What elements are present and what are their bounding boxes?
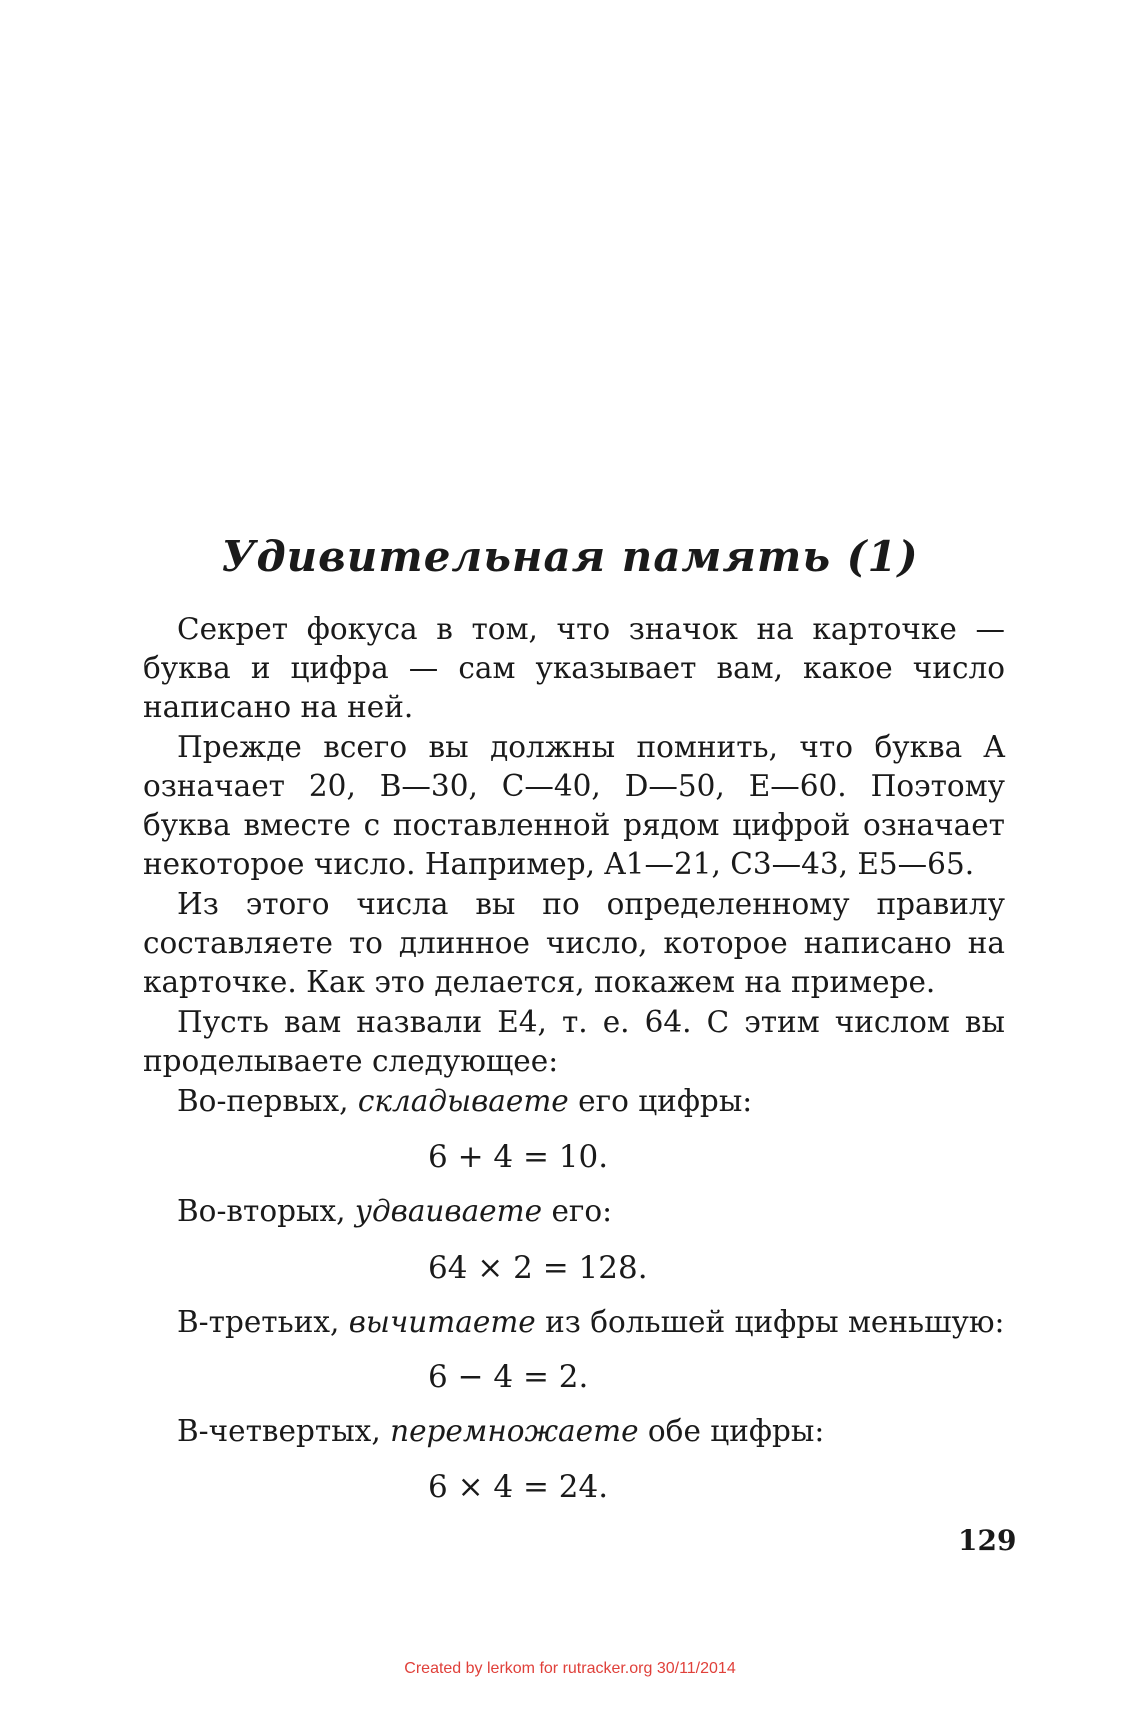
paragraph-secret: Секрет фокуса в том, что значок на карточке — буква и цифра — сам указывает вам, какое число написано на ней. [143, 612, 1005, 724]
step-third-emphasis: вычитаете [348, 1305, 536, 1339]
step-fourth-prefix: В-четвертых, [177, 1414, 391, 1448]
paragraph-letters: Прежде всего вы должны помнить, что буква A означает 20, B—30, C—40, D—50, E—60. Поэтому буква вместе с поставленной рядом цифрой означает некоторое число. Например, A1—21, C3—43, E5—65. [143, 730, 1005, 881]
step-fourth [143, 1412, 1005, 1451]
page-number: 129 [958, 1524, 1017, 1557]
step-fourth-emphasis: перемножаете [390, 1414, 639, 1448]
step-third [143, 1303, 1005, 1342]
step-first [143, 1082, 1005, 1121]
formula-fourth: 6 × 4 = 24. [428, 1469, 609, 1505]
paragraph-rule: Из этого числа вы по определенному правилу составляете то длинное число, которое написано на карточке. Как это делается, покажем на примере. [143, 887, 1005, 999]
step-fourth-suffix: обе цифры: [638, 1414, 825, 1448]
watermark: Created by lerkom for rutracker.org 30/11/2014 [404, 1660, 736, 1677]
step-second-emphasis: удваиваете [354, 1194, 543, 1228]
step-third-suffix: из большей цифры меньшую: [535, 1305, 1005, 1339]
step-first-prefix: Во-первых, [177, 1084, 358, 1118]
step-second-prefix: Во-вторых, [177, 1194, 355, 1228]
page-title: Удивительная память (1) [221, 532, 919, 581]
step-third-prefix: В-третьих, [177, 1305, 349, 1339]
paragraph-example: Пусть вам назвали E4, т. е. 64. С этим числом вы проделываете следующее: [143, 1005, 1005, 1078]
step-first-emphasis: складываете [357, 1084, 569, 1118]
step-second [143, 1192, 1005, 1231]
formula-third: 6 − 4 = 2. [428, 1359, 589, 1395]
step-second-suffix: его: [542, 1194, 613, 1228]
formula-first: 6 + 4 = 10. [428, 1139, 609, 1175]
step-first-suffix: его цифры: [568, 1084, 753, 1118]
formula-second: 64 × 2 = 128. [428, 1250, 648, 1286]
